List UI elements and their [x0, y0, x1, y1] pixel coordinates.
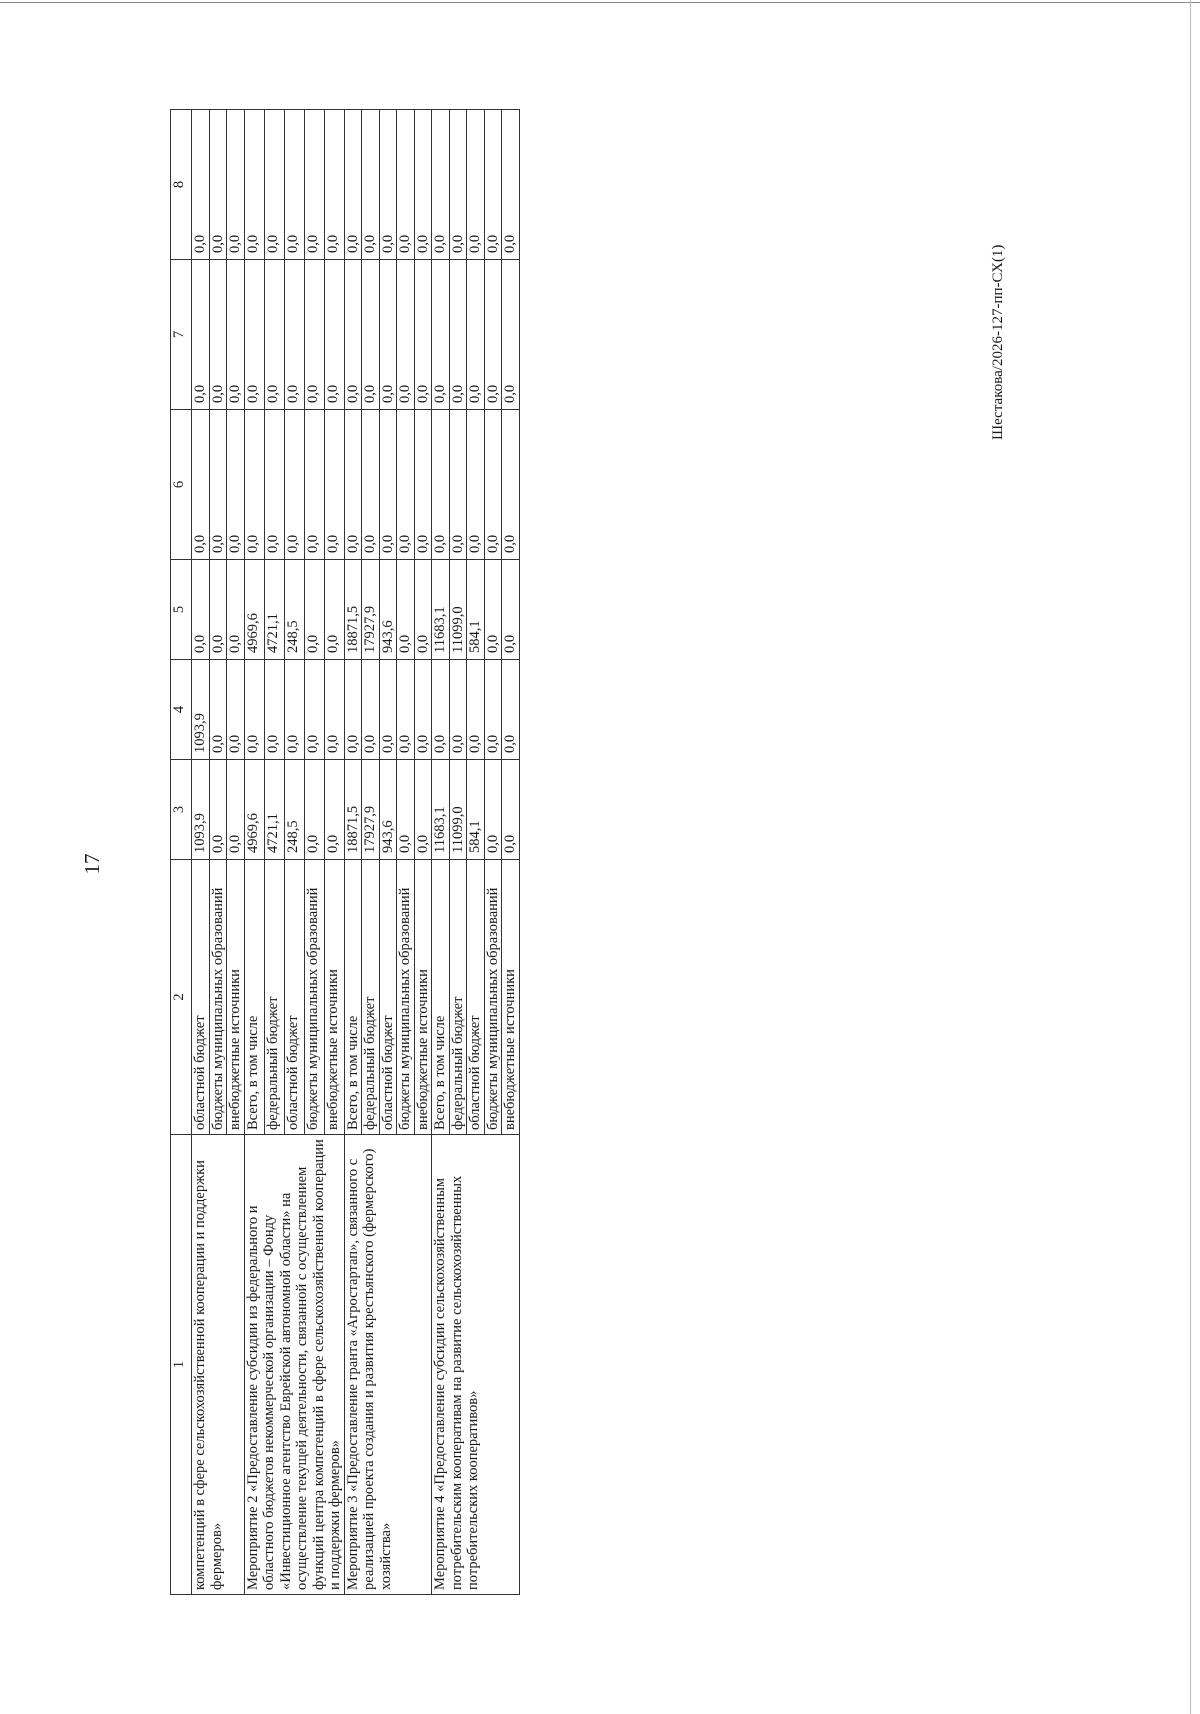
header-cell: 4 — [171, 660, 192, 760]
value-cell: 0,0 — [502, 760, 520, 860]
value-cell: 0,0 — [397, 760, 415, 860]
funding-source-cell: бюджеты муниципальных образований — [209, 860, 227, 1135]
value-cell: 1093,9 — [192, 760, 210, 860]
value-cell: 0,0 — [502, 660, 520, 760]
value-cell: 0,0 — [484, 760, 502, 860]
value-cell: 0,0 — [284, 660, 304, 760]
value-cell: 248,5 — [284, 760, 304, 860]
value-cell: 0,0 — [209, 760, 227, 860]
value-cell: 0,0 — [502, 410, 520, 560]
value-cell: 0,0 — [304, 760, 324, 860]
value-cell: 17927,9 — [362, 560, 380, 660]
value-cell: 0,0 — [362, 110, 380, 260]
value-cell: 0,0 — [227, 760, 245, 860]
value-cell: 0,0 — [284, 260, 304, 410]
value-cell: 0,0 — [324, 760, 344, 860]
value-cell: 0,0 — [467, 410, 485, 560]
value-cell: 0,0 — [264, 260, 284, 410]
value-cell: 0,0 — [432, 110, 450, 260]
value-cell: 0,0 — [324, 110, 344, 260]
value-cell: 0,0 — [449, 410, 467, 560]
rotated-table-container — [170, 110, 710, 1595]
measure-title-cell: Мероприятие 2 «Предоставление субсидии из федерального и областного бюджетов некоммерческой организации – Фонду «Инвестиционное агентство Еврейской автономной области» на осуществление текущей деятельности, связанной с осуществлением функций центра компетенций в сфере сельскохозяйственной кооперации и поддержки фермеров» — [244, 1135, 344, 1595]
value-cell: 0,0 — [362, 260, 380, 410]
header-cell: 1 — [171, 1135, 192, 1595]
value-cell: 17927,9 — [362, 760, 380, 860]
value-cell: 18871,5 — [344, 760, 362, 860]
header-cell: 3 — [171, 760, 192, 860]
value-cell: 0,0 — [192, 260, 210, 410]
value-cell: 0,0 — [192, 410, 210, 560]
funding-source-cell: внебюджетные источники — [324, 860, 344, 1135]
value-cell: 0,0 — [227, 560, 245, 660]
value-cell: 0,0 — [209, 560, 227, 660]
scan-right-line — [1190, 0, 1191, 1714]
value-cell: 584,1 — [467, 760, 485, 860]
value-cell: 0,0 — [484, 260, 502, 410]
value-cell: 0,0 — [397, 410, 415, 560]
value-cell: 0,0 — [414, 110, 432, 260]
table-row — [192, 110, 210, 1595]
header-cell: 6 — [171, 410, 192, 560]
value-cell: 11099,0 — [449, 560, 467, 660]
value-cell: 0,0 — [449, 260, 467, 410]
value-cell: 0,0 — [304, 260, 324, 410]
page-number: 17 — [80, 853, 104, 875]
value-cell: 0,0 — [264, 660, 284, 760]
funding-source-cell: областной бюджет — [467, 860, 485, 1135]
value-cell: 0,0 — [502, 260, 520, 410]
funding-source-cell: областной бюджет — [284, 860, 304, 1135]
value-cell: 11683,1 — [432, 760, 450, 860]
value-cell: 1093,9 — [192, 660, 210, 760]
value-cell: 0,0 — [284, 110, 304, 260]
value-cell: 0,0 — [324, 410, 344, 560]
table-row — [432, 110, 450, 1595]
value-cell: 0,0 — [192, 110, 210, 260]
measure-title-cell: компетенций в сфере сельскохозяйственной кооперации и поддержки фермеров» — [192, 1135, 245, 1595]
value-cell: 0,0 — [324, 560, 344, 660]
value-cell: 0,0 — [379, 110, 397, 260]
value-cell: 0,0 — [502, 560, 520, 660]
header-cell: 2 — [171, 860, 192, 1135]
value-cell: 4969,6 — [244, 560, 264, 660]
value-cell: 0,0 — [414, 410, 432, 560]
value-cell: 0,0 — [284, 410, 304, 560]
value-cell: 584,1 — [467, 560, 485, 660]
value-cell: 0,0 — [344, 660, 362, 760]
value-cell: 0,0 — [304, 560, 324, 660]
value-cell: 0,0 — [344, 260, 362, 410]
value-cell: 4969,6 — [244, 760, 264, 860]
value-cell: 0,0 — [304, 660, 324, 760]
value-cell: 0,0 — [432, 260, 450, 410]
value-cell: 18871,5 — [344, 560, 362, 660]
value-cell: 0,0 — [379, 660, 397, 760]
funding-source-cell: бюджеты муниципальных образований — [397, 860, 415, 1135]
value-cell: 0,0 — [379, 260, 397, 410]
value-cell: 0,0 — [432, 410, 450, 560]
funding-source-cell: федеральный бюджет — [449, 860, 467, 1135]
value-cell: 0,0 — [209, 110, 227, 260]
funding-source-cell: бюджеты муниципальных образований — [484, 860, 502, 1135]
value-cell: 0,0 — [227, 410, 245, 560]
value-cell: 0,0 — [449, 110, 467, 260]
table-row — [244, 110, 264, 1595]
measure-title-cell: Мероприятие 3 «Предоставление гранта «Агростартап», связанного с реализацией проекта создания и развития крестьянского (фермерского) хозяйства» — [344, 1135, 432, 1595]
value-cell: 0,0 — [244, 410, 264, 560]
value-cell: 0,0 — [362, 660, 380, 760]
value-cell: 4721,1 — [264, 760, 284, 860]
value-cell: 0,0 — [244, 660, 264, 760]
value-cell: 0,0 — [397, 660, 415, 760]
value-cell: 0,0 — [344, 410, 362, 560]
funding-source-cell: внебюджетные источники — [502, 860, 520, 1135]
value-cell: 0,0 — [209, 410, 227, 560]
value-cell: 0,0 — [324, 660, 344, 760]
value-cell: 0,0 — [264, 110, 284, 260]
value-cell: 0,0 — [484, 110, 502, 260]
value-cell: 0,0 — [209, 660, 227, 760]
value-cell: 0,0 — [414, 760, 432, 860]
funding-source-cell: федеральный бюджет — [264, 860, 284, 1135]
scan-top-line — [0, 2, 1200, 3]
value-cell: 0,0 — [502, 110, 520, 260]
value-cell: 0,0 — [397, 110, 415, 260]
funding-source-cell: федеральный бюджет — [362, 860, 380, 1135]
value-cell: 943,6 — [379, 560, 397, 660]
value-cell: 0,0 — [264, 410, 284, 560]
funding-source-cell: Всего, в том числе — [344, 860, 362, 1135]
funding-source-cell: внебюджетные источники — [227, 860, 245, 1135]
funding-source-cell: бюджеты муниципальных образований — [304, 860, 324, 1135]
value-cell: 0,0 — [324, 260, 344, 410]
value-cell: 0,0 — [484, 560, 502, 660]
value-cell: 0,0 — [379, 410, 397, 560]
value-cell: 0,0 — [432, 660, 450, 760]
table-row — [344, 110, 362, 1595]
value-cell: 0,0 — [244, 110, 264, 260]
document-code: Шестакова/2026-127-пп-СХ(1) — [990, 244, 1006, 440]
value-cell: 4721,1 — [264, 560, 284, 660]
value-cell: 0,0 — [362, 410, 380, 560]
value-cell: 0,0 — [397, 260, 415, 410]
value-cell: 0,0 — [227, 260, 245, 410]
value-cell: 0,0 — [227, 660, 245, 760]
value-cell: 0,0 — [414, 660, 432, 760]
value-cell: 0,0 — [467, 110, 485, 260]
funding-source-cell: внебюджетные источники — [414, 860, 432, 1135]
value-cell: 0,0 — [209, 260, 227, 410]
value-cell: 11683,1 — [432, 560, 450, 660]
value-cell: 11099,0 — [449, 760, 467, 860]
value-cell: 0,0 — [304, 410, 324, 560]
value-cell: 0,0 — [414, 560, 432, 660]
table-header-row — [171, 110, 192, 1595]
value-cell: 0,0 — [304, 110, 324, 260]
value-cell: 0,0 — [484, 660, 502, 760]
funding-source-cell: областной бюджет — [192, 860, 210, 1135]
value-cell: 248,5 — [284, 560, 304, 660]
value-cell: 0,0 — [244, 260, 264, 410]
funding-source-cell: областной бюджет — [379, 860, 397, 1135]
value-cell: 0,0 — [414, 260, 432, 410]
header-cell: 7 — [171, 260, 192, 410]
value-cell: 0,0 — [449, 660, 467, 760]
value-cell: 0,0 — [467, 660, 485, 760]
funding-source-cell: Всего, в том числе — [432, 860, 450, 1135]
value-cell: 0,0 — [397, 560, 415, 660]
funding-table — [170, 109, 520, 1595]
value-cell: 0,0 — [467, 260, 485, 410]
header-cell: 8 — [171, 110, 192, 260]
value-cell: 0,0 — [344, 110, 362, 260]
funding-source-cell: Всего, в том числе — [244, 860, 264, 1135]
value-cell: 0,0 — [192, 560, 210, 660]
value-cell: 0,0 — [227, 110, 245, 260]
measure-title-cell: Мероприятие 4 «Предоставление субсидии сельскохозяйственным потребительским кооперативам на развитие сельскохозяйственных потребительских кооперативов» — [432, 1135, 520, 1595]
value-cell: 943,6 — [379, 760, 397, 860]
value-cell: 0,0 — [484, 410, 502, 560]
header-cell: 5 — [171, 560, 192, 660]
